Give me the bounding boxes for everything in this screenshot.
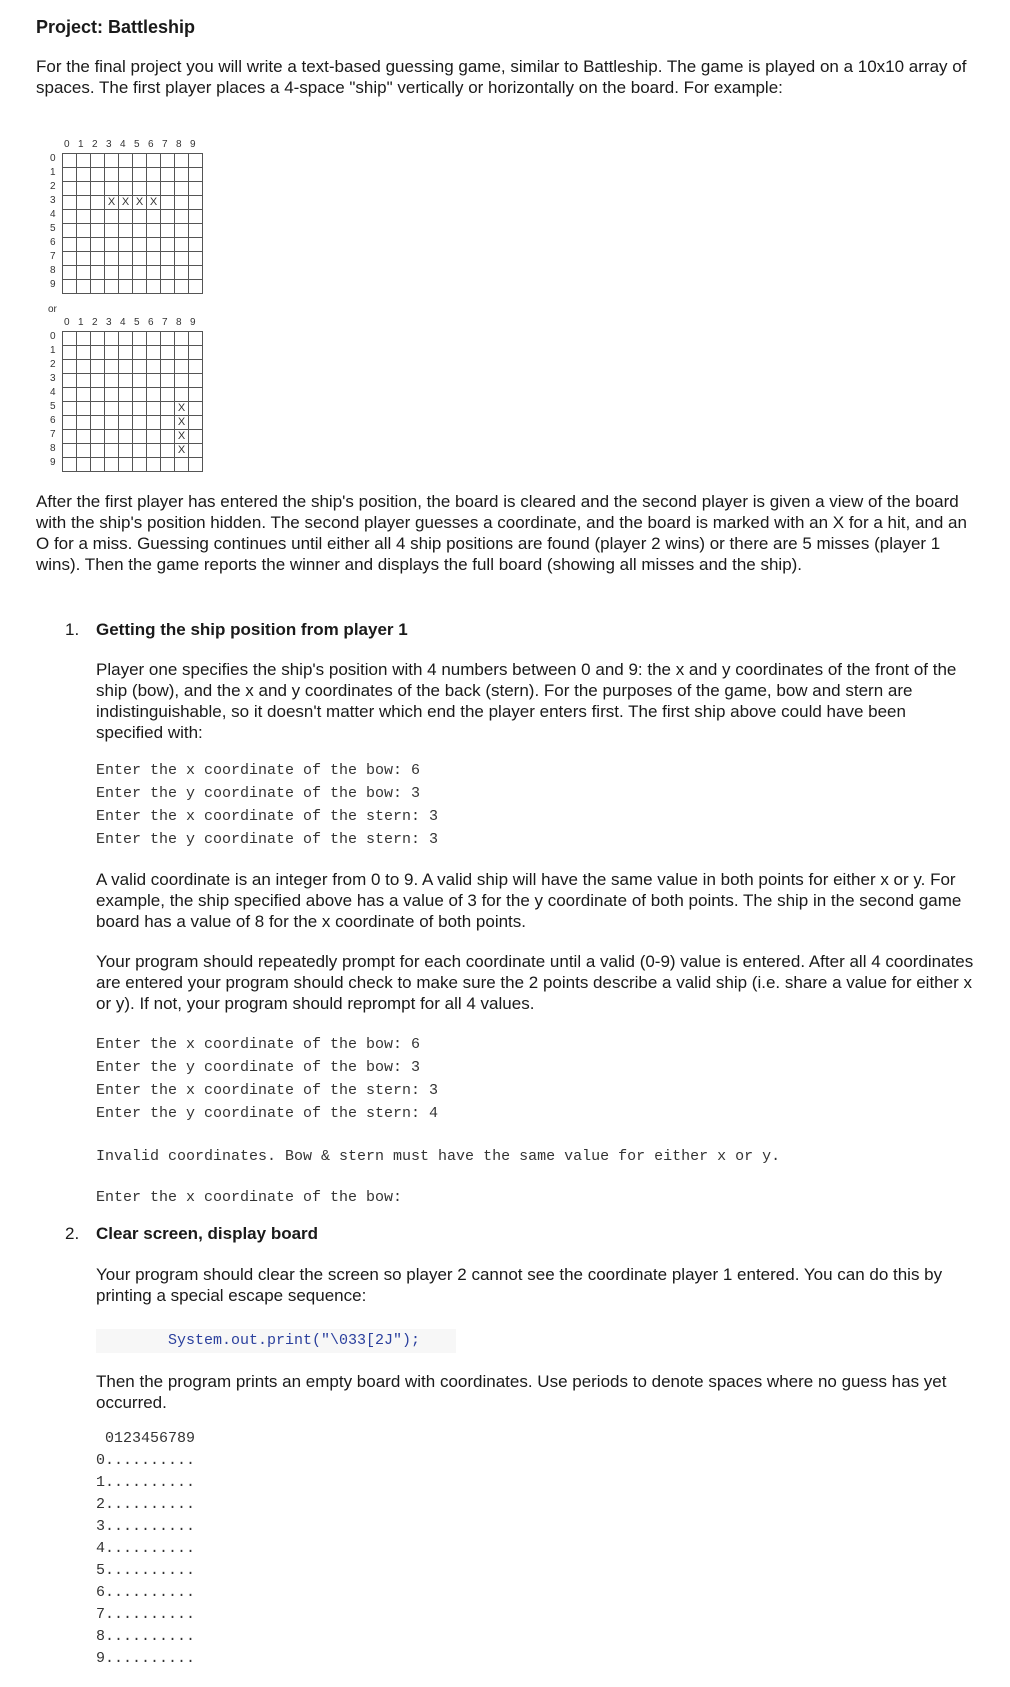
or-label: or [48,304,57,315]
board-cell: X [105,196,119,210]
board-cell [91,444,105,458]
board-cell [175,266,189,280]
board-cell [189,252,203,266]
board-cell [63,402,77,416]
board-cell [133,416,147,430]
board-cell [189,224,203,238]
board-cell [147,332,161,346]
row-label: 7 [50,429,56,440]
board-column-labels [64,317,204,328]
column-label: 0 [64,139,70,150]
board-cell [63,210,77,224]
board-cell [91,252,105,266]
board-cell [77,252,91,266]
board-cell [161,402,175,416]
board-cell [119,402,133,416]
board-cell [105,238,119,252]
example-board-vertical [36,317,216,467]
board-cell [119,252,133,266]
board-cell [105,374,119,388]
board-cell [133,280,147,294]
board-cell [161,388,175,402]
column-label: 5 [134,139,140,150]
board-cell [63,388,77,402]
board-cell [161,430,175,444]
board-cell [63,224,77,238]
board-cell [77,224,91,238]
board-cell [105,388,119,402]
board-cell [63,444,77,458]
board-cell [147,430,161,444]
step1-paragraph-2: A valid coordinate is an integer from 0 to 9. A valid ship will have the same value in both points for either x or y. For example, the ship specified above has a value of 3 for the y coordinate of both points. The ship in the second game board has a value of 8 for the x coordinate of both points. [96,870,962,931]
board-cell [175,168,189,182]
column-label: 7 [162,317,168,328]
board-cell [63,346,77,360]
row-label: 5 [50,401,56,412]
board-cell [63,416,77,430]
page-title: Project: Battleship [36,17,196,37]
step2-paragraph-1: Your program should clear the screen so player 2 cannot see the coordinate player 1 entered. You can do this by printing a special escape sequence: [96,1265,943,1305]
board-cell [147,402,161,416]
column-label: 1 [78,317,84,328]
board-cell [63,374,77,388]
row-label: 2 [50,181,56,192]
board-cell [91,374,105,388]
board-cell [119,388,133,402]
board-cell [91,168,105,182]
board-cell [133,182,147,196]
board-cell [63,458,77,472]
board-cell [161,416,175,430]
board-cell [91,210,105,224]
intro-paragraph: For the final project you will write a text-based guessing game, similar to Battleship. The game is played on a 10x10 array of spaces. The first player places a 4-space "ship" vertically or horizontally on the board. For example: [36,57,967,97]
board-cell [119,168,133,182]
board-cell [77,374,91,388]
board-cell [133,458,147,472]
step1-code-error: Invalid coordinates. Bow & stern must have the same value for either x or y. [96,1148,781,1165]
column-label: 7 [162,139,168,150]
board-cell [105,252,119,266]
board-cell: X [133,196,147,210]
board-cell [189,374,203,388]
board-cell [77,196,91,210]
board-cell [91,430,105,444]
board-cell [119,280,133,294]
board-cell [133,252,147,266]
row-label: 2 [50,359,56,370]
board-cell [147,360,161,374]
board-cell: X [175,430,189,444]
board-cell [175,346,189,360]
board-cell [91,346,105,360]
empty-board-output: 0123456789 0.......... 1.......... 2.......... 3.......... 4.......... 5.......... 6.......... 7.......... 8.......... 9.......... [96,1430,196,1667]
board-cell [175,252,189,266]
board-cell [189,444,203,458]
board-cell [133,444,147,458]
board-cell [147,252,161,266]
column-label: 8 [176,139,182,150]
board-cell [91,182,105,196]
board-cell [133,168,147,182]
board-cell [77,388,91,402]
board-cell [133,374,147,388]
row-label: 1 [50,167,56,178]
row-label: 0 [50,331,56,342]
board-cell [133,430,147,444]
column-label: 4 [120,317,126,328]
board-cell [119,444,133,458]
board-cell [91,332,105,346]
board-cell [105,402,119,416]
board-cell [161,280,175,294]
board-cell [147,182,161,196]
board-cell [91,266,105,280]
board-cell [189,430,203,444]
board-cell [161,374,175,388]
board-cell [77,346,91,360]
step1-code-reprompt: Enter the x coordinate of the bow: [96,1189,403,1206]
board-cell [91,224,105,238]
board-cell [91,238,105,252]
board-cell [119,346,133,360]
board-cell [77,280,91,294]
board-cell [77,168,91,182]
board-cell [147,168,161,182]
board-cell [63,182,77,196]
board-cell [105,416,119,430]
board-cell [77,182,91,196]
column-label: 1 [78,139,84,150]
board-cell [161,224,175,238]
board-cell [189,458,203,472]
board-cell [119,332,133,346]
step1-title: Getting the ship position from player 1 [96,620,408,639]
board-cell [119,224,133,238]
board-cell [91,402,105,416]
board-cell [161,210,175,224]
board-cell [147,224,161,238]
board-grid [62,153,203,294]
column-label: 3 [106,317,112,328]
board-cell [77,416,91,430]
board-cell [189,154,203,168]
row-label: 6 [50,415,56,426]
board-cell [147,416,161,430]
board-cell [161,360,175,374]
row-label: 0 [50,153,56,164]
row-label: 3 [50,195,56,206]
board-cell [147,238,161,252]
board-cell [77,210,91,224]
board-cell [77,402,91,416]
board-cell [133,238,147,252]
board-cell [175,360,189,374]
column-label: 2 [92,139,98,150]
board-row-labels [50,330,56,470]
board-cell [91,458,105,472]
board-cell [147,280,161,294]
board-cell [161,154,175,168]
board-cell [175,332,189,346]
board-cell [119,210,133,224]
after-board-paragraph: After the first player has entered the ship's position, the board is cleared and the second player is given a view of the board with the ship's position hidden. The second player guesses a coordinate, and the board is marked with an X for a hit, and an O for a miss. Guessing continues until either all 4 ship positions are found (player 2 wins) or there are 5 misses (player 1 wins). Then the game reports the winner and displays the full board (showing all misses and the ship). [36,492,967,574]
board-cell [105,430,119,444]
row-label: 4 [50,387,56,398]
board-cell [119,238,133,252]
board-cell [189,168,203,182]
board-cell [105,280,119,294]
row-label: 5 [50,223,56,234]
column-label: 6 [148,317,154,328]
board-cell [77,266,91,280]
column-label: 3 [106,139,112,150]
board-cell [161,332,175,346]
board-cell [119,374,133,388]
board-cell [175,374,189,388]
board-cell [77,430,91,444]
step2-paragraph-2: Then the program prints an empty board with coordinates. Use periods to denote spaces where no guess has yet occurred. [96,1372,947,1412]
board-cell [147,374,161,388]
board-cell [147,346,161,360]
board-cell [175,238,189,252]
board-cell [175,154,189,168]
board-cell [63,360,77,374]
step1-paragraph-3: Your program should repeatedly prompt for each coordinate until a valid (0-9) value is entered. After all 4 coordinates are entered your program should check to make sure the 2 points describe a valid ship (i.e. share a value for either x or y). If not, your program should reprompt for all 4 values. [96,952,974,1013]
board-cell [133,266,147,280]
board-cell [119,430,133,444]
column-label: 6 [148,139,154,150]
board-cell [63,238,77,252]
board-cell [147,210,161,224]
board-cell [161,168,175,182]
board-cell [175,224,189,238]
board-cell [189,332,203,346]
board-cell [63,266,77,280]
board-cell [105,360,119,374]
row-label: 7 [50,251,56,262]
board-cell [189,266,203,280]
step1-code-example: Enter the x coordinate of the bow: 6 Enter the y coordinate of the bow: 3 Enter the x coordinate of the stern: 3 Enter the y coordinate of the stern: 3 [96,762,439,848]
board-cell [119,182,133,196]
board-cell [77,360,91,374]
board-cell [147,266,161,280]
board-cell [133,346,147,360]
board-grid [62,331,203,472]
escape-code-box [96,1329,456,1353]
board-cell [105,224,119,238]
board-cell [189,346,203,360]
board-cell [105,332,119,346]
board-cell [189,416,203,430]
board-cell [77,154,91,168]
row-label: 4 [50,209,56,220]
board-cell [119,458,133,472]
board-cell [63,332,77,346]
board-cell [189,280,203,294]
board-cell [119,416,133,430]
board-cell [63,196,77,210]
column-label: 0 [64,317,70,328]
board-cell [175,210,189,224]
board-cell [105,458,119,472]
board-row-labels [50,152,56,292]
board-cell [133,360,147,374]
board-cell [77,238,91,252]
step1-paragraph-1: Player one specifies the ship's position with 4 numbers between 0 and 9: the x and y coordinates of the front of the ship (bow), and the x and y coordinates of the back (stern). For the purposes of the game, bow and stern are indistinguishable, so it doesn't matter which end the player enters first. The first ship above could have been specified with: [96,660,957,742]
board-cell [77,458,91,472]
board-cell [133,388,147,402]
board-cell [63,252,77,266]
board-cell [189,196,203,210]
board-cell [175,196,189,210]
board-cell [77,332,91,346]
board-cell [119,154,133,168]
board-cell [147,458,161,472]
board-cell [63,168,77,182]
column-label: 4 [120,139,126,150]
board-cell [91,196,105,210]
column-label: 8 [176,317,182,328]
board-cell [133,224,147,238]
board-cell [105,444,119,458]
board-cell [133,332,147,346]
board-cell [189,402,203,416]
board-cell [63,154,77,168]
board-cell [161,266,175,280]
board-cell [161,346,175,360]
board-cell [189,238,203,252]
board-cell [105,210,119,224]
board-cell [77,444,91,458]
step1-number: 1. [65,620,80,639]
board-cell [133,210,147,224]
board-cell [147,388,161,402]
column-label: 5 [134,317,140,328]
column-label: 9 [190,317,196,328]
row-label: 9 [50,279,56,290]
board-cell [91,360,105,374]
board-cell [63,280,77,294]
board-cell [91,416,105,430]
board-cell [119,266,133,280]
board-cell: X [147,196,161,210]
row-label: 9 [50,457,56,468]
board-cell [175,388,189,402]
board-column-labels [64,139,204,150]
board-cell [147,444,161,458]
row-label: 8 [50,265,56,276]
board-cell: X [175,402,189,416]
board-cell [91,154,105,168]
board-cell [161,182,175,196]
row-label: 6 [50,237,56,248]
board-cell [133,154,147,168]
board-cell [161,252,175,266]
column-label: 2 [92,317,98,328]
board-cell [161,444,175,458]
board-cell [105,168,119,182]
escape-code: System.out.print("\033[2J"); [168,1332,421,1349]
step2-title: Clear screen, display board [96,1224,319,1243]
board-cell [189,210,203,224]
board-cell: X [119,196,133,210]
board-cell [105,266,119,280]
board-cell [189,388,203,402]
board-cell [105,154,119,168]
board-cell [161,238,175,252]
board-cell: X [175,444,189,458]
board-cell [161,458,175,472]
board-cell [189,360,203,374]
board-cell: X [175,416,189,430]
board-cell [175,280,189,294]
board-cell [105,182,119,196]
board-cell [63,430,77,444]
board-cell [91,280,105,294]
row-label: 1 [50,345,56,356]
board-cell [91,388,105,402]
board-cell [175,458,189,472]
step1-code-invalid: Enter the x coordinate of the bow: 6 Enter the y coordinate of the bow: 3 Enter the x coordinate of the stern: 3 Enter the y coordinate of the stern: 4 [96,1036,439,1122]
board-cell [119,360,133,374]
board-cell [189,182,203,196]
row-label: 3 [50,373,56,384]
board-cell [147,154,161,168]
row-label: 8 [50,443,56,454]
board-cell [105,346,119,360]
board-cell [161,196,175,210]
step2-number: 2. [65,1224,80,1243]
board-cell [175,182,189,196]
column-label: 9 [190,139,196,150]
example-board-horizontal [36,139,216,289]
board-cell [133,402,147,416]
